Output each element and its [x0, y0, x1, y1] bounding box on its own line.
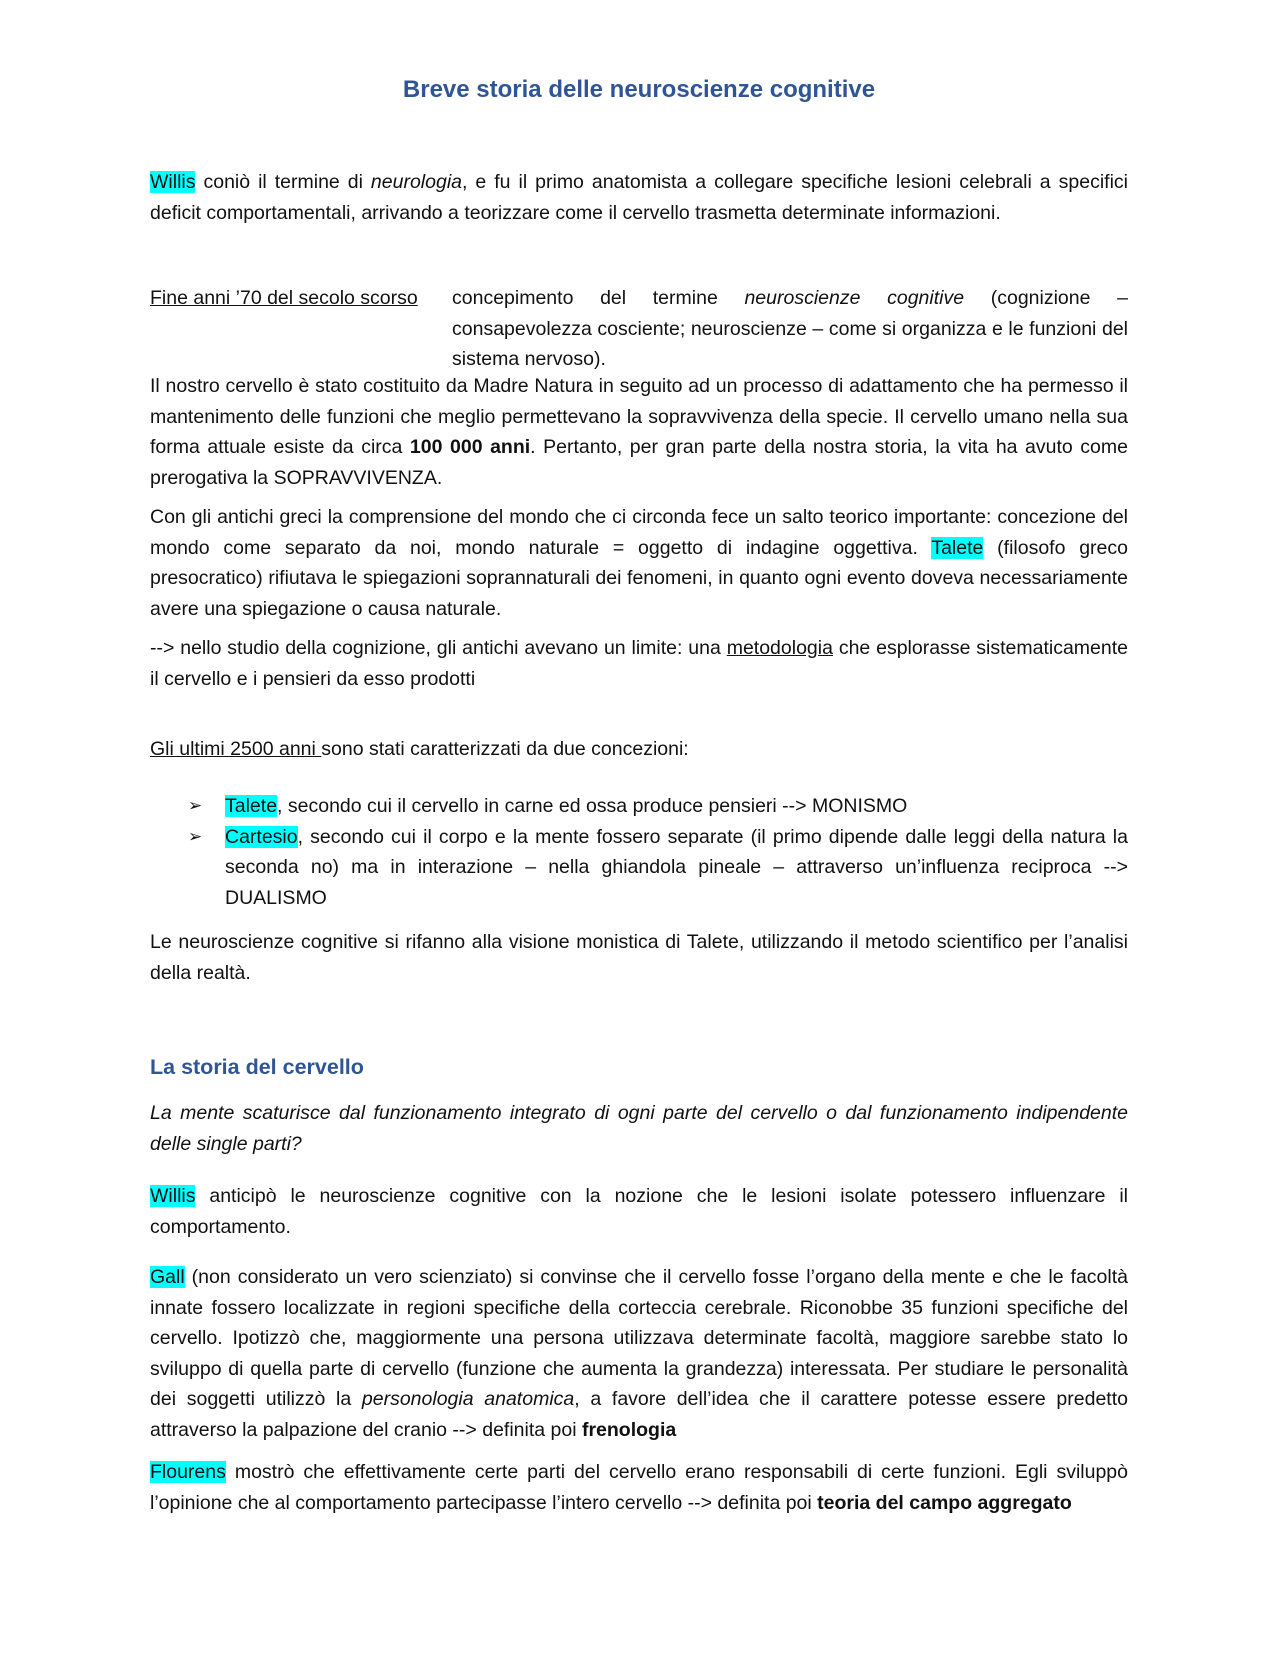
- highlighted-name: Talete: [931, 536, 984, 559]
- highlighted-name: Flourens: [150, 1461, 226, 1483]
- paragraph-willis-neurologia: [150, 167, 1128, 228]
- paragraph-gall: [150, 1262, 1128, 1445]
- list-item-text: , secondo cui il cervello in carne ed ossa produce pensieri --> MONISMO: [277, 795, 908, 817]
- paragraph-willis-lesioni: [150, 1181, 1128, 1242]
- paragraph-text: Il nostro cervello è stato costituito da Madre Natura in seguito ad un processo di adattamento che ha permesso il mantenimento delle funzioni che meglio permettevano la sopravvivenza della specie. Il cervello umano nella sua forma attuale esiste da circa: [150, 375, 1128, 458]
- paragraph-text: , e fu il primo anatomista a collegare specifiche lesioni celebrali a specifici deficit comportamentali, arrivando a teorizzare come il cervello trasmetta determinate informazioni.: [150, 171, 1129, 224]
- arrowhead-bullet-icon: ➢: [188, 796, 203, 815]
- list-item: [150, 822, 1128, 914]
- paragraph-text: mostrò che effettivamente certe parti del cervello erano responsabili di certe funzioni. Egli sviluppò l’opinione che al comportamento partecipasse l’intero cervello --> definita poi: [150, 1461, 1128, 1514]
- highlighted-name: Willis: [150, 171, 196, 193]
- paragraph-flourens: [150, 1457, 1128, 1518]
- section-heading: La storia del cervello: [150, 1055, 364, 1079]
- arrowhead-bullet-icon: ➢: [188, 826, 203, 846]
- bold-term: frenologia: [581, 1418, 677, 1441]
- paragraph-text: . Pertanto, per gran parte della nostra storia, la vita ha avuto come prerogativa la SOPRAVVIVENZA.: [150, 436, 1128, 489]
- paragraph-text: --> nello studio della cognizione, gli antichi avevano un limite: una: [150, 637, 727, 659]
- italic-term: neuroscienze cognitive: [744, 287, 965, 309]
- paragraph-monismo-conclusione: Le neuroscienze cognitive si rifanno alla visione monistica di Talete, utilizzando il metodo scientifico per l’analisi della realtà.: [150, 931, 1128, 984]
- paragraph-text: Con gli antichi greci la comprensione del mondo che ci circonda fece un salto teorico importante: concezione del mondo come separato da noi, mondo naturale = oggetto di indagine oggettiva.: [150, 506, 1128, 559]
- definition-text: concepimento del termine: [452, 287, 745, 309]
- question-paragraph: La mente scaturisce dal funzionamento integrato di ogni parte del cervello o dal funzionamento indipendente delle single parti?: [150, 1102, 1128, 1155]
- bold-term: 100 000 anni: [409, 436, 531, 458]
- highlighted-name: Talete: [225, 795, 278, 817]
- paragraph-ultimi-2500-anni: [150, 734, 1128, 765]
- paragraph-text: coniò il termine di: [195, 171, 371, 193]
- paragraph-text: , a favore dell’idea che il carattere potesse essere predetto attraverso la palpazione del cranio --> definita poi: [150, 1388, 1128, 1441]
- bold-term: teoria del campo aggregato: [817, 1491, 1072, 1514]
- highlighted-name: Gall: [150, 1266, 185, 1288]
- definition-text: (cognizione – consapevolezza cosciente; neuroscienze – come si organizza e le funzioni del sistema nervoso).: [452, 287, 1128, 370]
- italic-term: personologia anatomica: [361, 1388, 575, 1410]
- concezioni-list: [150, 791, 1128, 913]
- paragraph-metodologia: [150, 633, 1128, 694]
- underlined-term: metodologia: [726, 637, 833, 659]
- paragraph-text: (filosofo greco presocratico) rifiutava le spiegazioni soprannaturali dei fenomeni, in quanto ogni evento doveva necessariamente avere una spiegazione o causa naturale.: [150, 536, 1128, 620]
- paragraph-text: (non considerato un vero scienziato) si convinse che il cervello fosse l’organo della mente e che le facoltà innate fossero localizzate in regioni specifiche della corteccia cerebrale. Riconobbe 35 funzioni specifiche del cervello. Ipotizzò che, maggiormente una persona utilizzava determinate facoltà, maggiore sarebbe stato lo sviluppo di quella parte di cervello (funzione che aumenta la grandezza) interessata. Per studiare le personalità dei soggetti utilizzò la: [150, 1266, 1128, 1410]
- italic-term: neurologia: [370, 171, 462, 193]
- highlighted-name: Willis: [150, 1185, 196, 1207]
- paragraph-text: che esplorasse sistematicamente il cervello e i pensieri da esso prodotti: [150, 637, 1129, 690]
- paragraph-text: sono stati caratterizzati da due concezioni:: [321, 738, 689, 760]
- document-title: Breve storia delle neuroscienze cognitive: [402, 76, 876, 103]
- paragraph-madre-natura: [150, 371, 1128, 493]
- definition-term: Fine anni ’70 del secolo scorso: [150, 287, 418, 309]
- paragraph-antichi-greci: [150, 502, 1128, 624]
- underlined-term: Gli ultimi 2500 anni: [150, 738, 322, 760]
- list-item-text: , secondo cui il corpo e la mente fossero separate (il primo dipende dalle leggi della natura la seconda no) ma in interazione – nella ghiandola pineale – attraverso un’influenza reciproca --> DUALISMO: [225, 825, 1128, 909]
- paragraph-text: anticipò le neuroscienze cognitive con la nozione che le lesioni isolate potessero influenzare il comportamento.: [150, 1185, 1128, 1238]
- definition-description: [452, 283, 1128, 375]
- highlighted-name: Cartesio: [225, 825, 298, 848]
- list-item: [150, 791, 1128, 822]
